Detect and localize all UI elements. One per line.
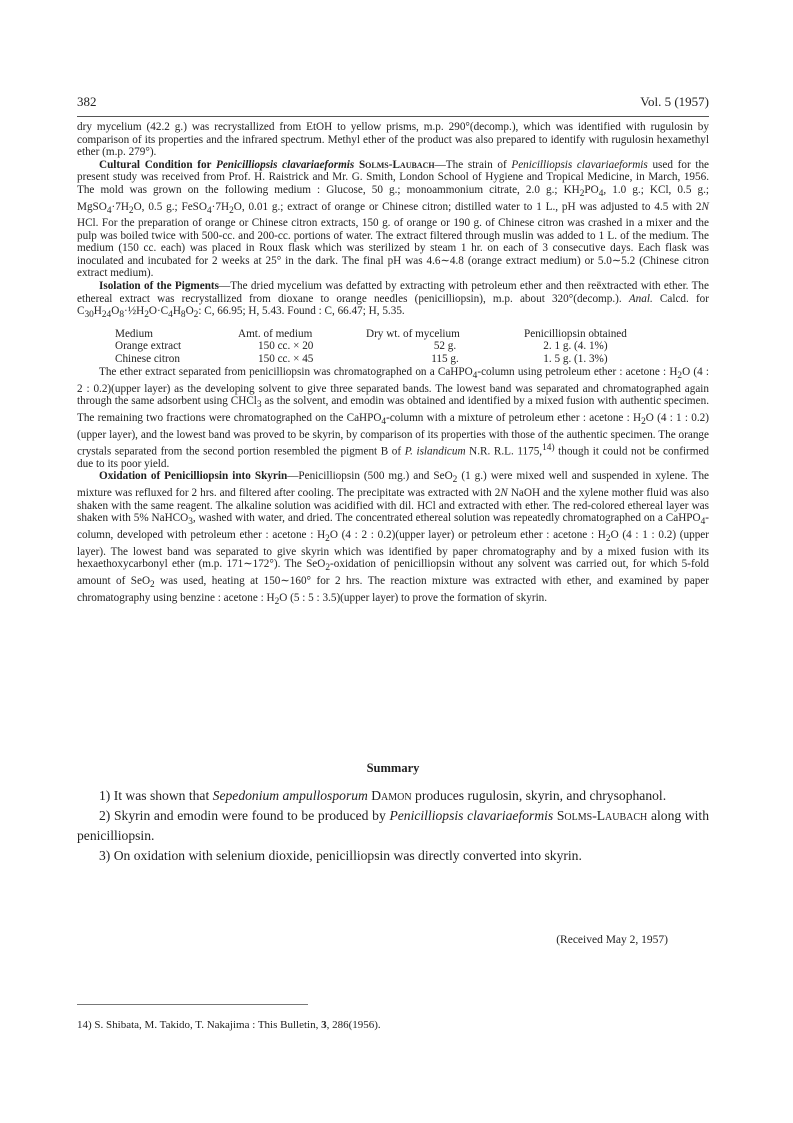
reference-marker: 14) [542, 442, 555, 453]
volume-label: Vol. 5 (1957) [640, 94, 709, 109]
page-number: 382 [77, 94, 97, 109]
yield-table [115, 328, 627, 365]
received-date: (Received May 2, 1957) [556, 934, 668, 946]
table-header: Penicilliopsin obtained [524, 327, 627, 340]
table-cell: 115 g. [431, 352, 459, 365]
table-cell: Chinese citron [115, 352, 180, 365]
footnote-rule [77, 1004, 308, 1005]
table-cell: Orange extract [115, 340, 182, 353]
table-cell: 1. 5 g. (1. 3%) [543, 352, 608, 365]
paragraph-rugulosin: dry mycelium (42.2 g.) was recrystallized from EtOH to yellow prisms, m.p. 290°(decomp.), which was identified with rugulosin by comparison of its properties and the infrared spectrum. Methyl ether of the product was also prepared to identify with rugulosin hexamethyl ether (m.p. 279°). [77, 121, 709, 159]
paragraph-ether-extract: The ether extract separated from penicilliopsin was chromatographed on a CaHPO$_4$-column using petroleum ether : acetone : $H_2O$ (4 : 2 : 0.2)(upper layer) as the developing solvent to give three separated bands. The lowest band was separated and chromatographed again through the same adsorbent using CHCl$_3$ as the solvent, and emodin was obtained and identified by a mixed fusion with authentic specimen. The remaining two fractions were chromatographed on the CaHPO$_4$-column with a mixture of petroleum ether : acetone : $H_2O$ (4 : 1 : 0.2)(upper layer), and the lowest band was proved to be skyrin, by comparison of its properties with those of the authentic specimen. The orange crystals separated from the second portion resembled the pigment B of P. islandicum N.R. R.L. 1175,$^{14)}$ though it could not be confirmed due to its poor yield. [77, 366, 710, 470]
summary-list [77, 786, 709, 866]
table-cell: 2. 1 g. (4. 1%) [543, 340, 608, 353]
paragraph-oxidation: Oxidation of Penicilliopsin into Skyrin—Penicilliopsin (500 mg.) and SeO$_2$ (1 g.) were mixed well and suspended in xylene. The mixture was refluxed for 2 hrs. and filtered after cooling. The precipitate was extracted with 2N NaOH and the xylene mother fluid was also shaken with the same reagent. The alkaline solution was acidified with dil. HCl and extracted with ether. The red-colored ethereal layer was shaken with 5% NaHCO$_3$, washed with water, and dried. The concentrated ethereal solution was repeatedly chromatographed on a CaHPO$_4$-column, developed with petroleum ether : acetone : $H_2O$ (4 : 2 : 0.2)(upper layer) or petroleum ether : acetone : $H_2O$ (4 : 1 : 0.2) (upper layer). The lowest band was separated to give skyrin which was identified by paper chromatography and by a mixed fusion with its hexaethoxycarbonyl ether (m.p. 171∼172°). The SeO$_2$-oxidation of penicilliopsin without any solvent was carried out, for which 5-fold amount of SeO$_2$ was used, heating at 150∼160° for 2 hrs. The reaction mixture was extracted with ether, and examined by paper chromatography using benzine : acetone : $H_2O$ (5 : 5 : 3.5)(upper layer) to prove the formation of skyrin. [77, 470, 710, 608]
article-body [77, 121, 709, 609]
table-header: Amt. of medium [238, 327, 313, 340]
paragraph-isolation: Isolation of the Pigments—The dried mycelium was defatted by extracting with petroleum ether and then reëxtracted with ether. The ethereal extract was recrystallized from dioxane to orange needles (penicilliopsin), m.p. about 320°(decomp.). Anal. Calcd. for $C_{30}H_{24}O_8\cdot\frac{1}{2}H_2O\cdot C_4H_8O_2$: C, 66.95; H, 5.43. Found : C, 66.47; H, 5.35. [77, 280, 709, 321]
heading-oxidation: Oxidation of Penicilliopsin into Skyrin [99, 470, 288, 483]
table-cell: 52 g. [433, 340, 457, 353]
summary-item: 2) Skyrin and emodin were found to be produced by Penicilliopsis clavariaeformis Solms-Laubach along with penicilliopsin. [77, 808, 709, 843]
running-header [77, 94, 709, 112]
table-row [115, 353, 627, 365]
summary-item: 1) It was shown that Sepedonium ampullosporum Damon produces rugulosin, skyrin, and chrysophanol. [99, 788, 667, 803]
header-rule [77, 116, 709, 117]
table-header: Medium [115, 327, 153, 340]
table-row [115, 340, 627, 352]
table-header: Dry wt. of mycelium [366, 327, 460, 340]
summary-heading: Summary [366, 761, 420, 775]
heading-cultural-condition: Cultural Condition for Penicilliopsis clavariaeformis Solms-Laubach [99, 158, 435, 171]
table-cell: 150 cc. × 45 [258, 352, 314, 365]
footnote: 14) S. Shibata, M. Takido, T. Nakajima : This Bulletin, 3, 286(1956). [77, 1019, 381, 1031]
summary-item: 3) On oxidation with selenium dioxide, penicilliopsin was directly converted into skyrin. [99, 848, 582, 863]
heading-isolation: Isolation of the Pigments [99, 280, 220, 293]
paragraph-cultural-condition: Cultural Condition for Penicilliopsis clavariaeformis Solms-Laubach—The strain of Penicilliopsis clavariaeformis used for the present study was received from Prof. H. Raistrick and Mr. G. Smith, London School of Hygiene and Tropical Medicine, in March, 1956. The mold was grown on the following medium : Glucose, 50 g.; monoammonium citrate, 2.0 g.; $KH_2PO_4$, 1.0 g.; KCl, 0.5 g.; $MgSO_4\cdot 7H_2O$, 0.5 g.; $FeSO_4\cdot 7H_2O$, 0.01 g.; extract of orange or Chinese citron; distilled water to 1 L., pH was adjusted to 4.5 with 2N HCl. For the preparation of orange or Chinese citron extracts, 150 g. of orange or 190 g. of Chinese citron was crashed in a mixer and the pulp was boiled twice with 500-cc. and 200-cc. portions of water. The extract filtered through muslin was added to 1 L. of the medium. The medium (150 cc. each) was placed in Roux flask which was sterilized by steam 1 hr. on each of 3 consecutive days. Each flask was inoculated and incubated for 2 weeks at 25° in the dark. The final pH was 4.6∼4.8 (orange extract medium) or 5.0∼5.2 (Chinese citron extract medium). [77, 158, 710, 280]
table-cell: 150 cc. × 20 [258, 340, 314, 353]
table-header-row [115, 328, 627, 340]
